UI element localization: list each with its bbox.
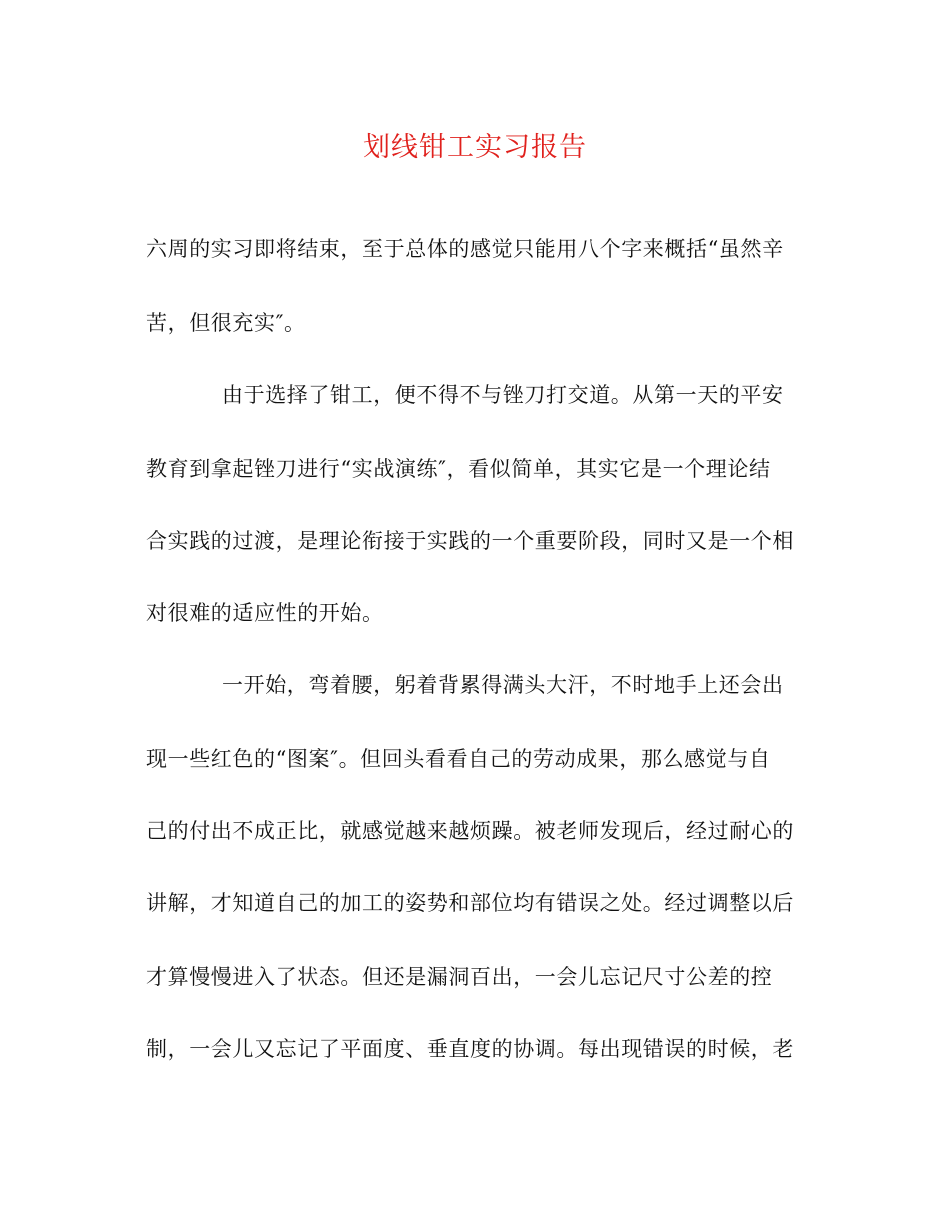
paragraph-line: 己的付出不成正比，就感觉越来越烦躁。被老师发现后，经过耐心的 [146,819,794,843]
paragraph-line: 制，一会儿又忘记了平面度、垂直度的协调。每出现错误的时候，老 [146,1037,794,1061]
paragraph-line: 讲解，才知道自己的加工的姿势和部位均有错误之处。经过调整以后 [146,891,794,915]
paragraph-line: 才算慢慢进入了状态。但还是漏洞百出，一会儿忘记尺寸公差的控 [146,965,773,989]
paragraph-line: 六周的实习即将结束，至于总体的感觉只能用八个字来概括“虽然辛 [146,237,784,261]
paragraph-line: 一开始，弯着腰，躬着背累得满头大汗，不时地手上还会出 [222,673,784,697]
paragraph-line: 教育到拿起锉刀进行“实战演练″，看似简单，其实它是一个理论结 [146,457,771,481]
paragraph-line: 苦，但很充实″。 [146,311,306,335]
paragraph-line: 对很难的适应性的开始。 [146,601,384,625]
page-title: 划线钳工实习报告 [363,132,587,163]
paragraph-line: 现一些红色的“图案″。但回头看看自己的劳动成果，那么感觉与自 [146,747,771,771]
paragraph-line: 由于选择了钳工，便不得不与锉刀打交道。从第一天的平安 [222,383,784,407]
paragraph-line: 合实践的过渡，是理论衔接于实践的一个重要阶段，同时又是一个相 [146,529,794,553]
